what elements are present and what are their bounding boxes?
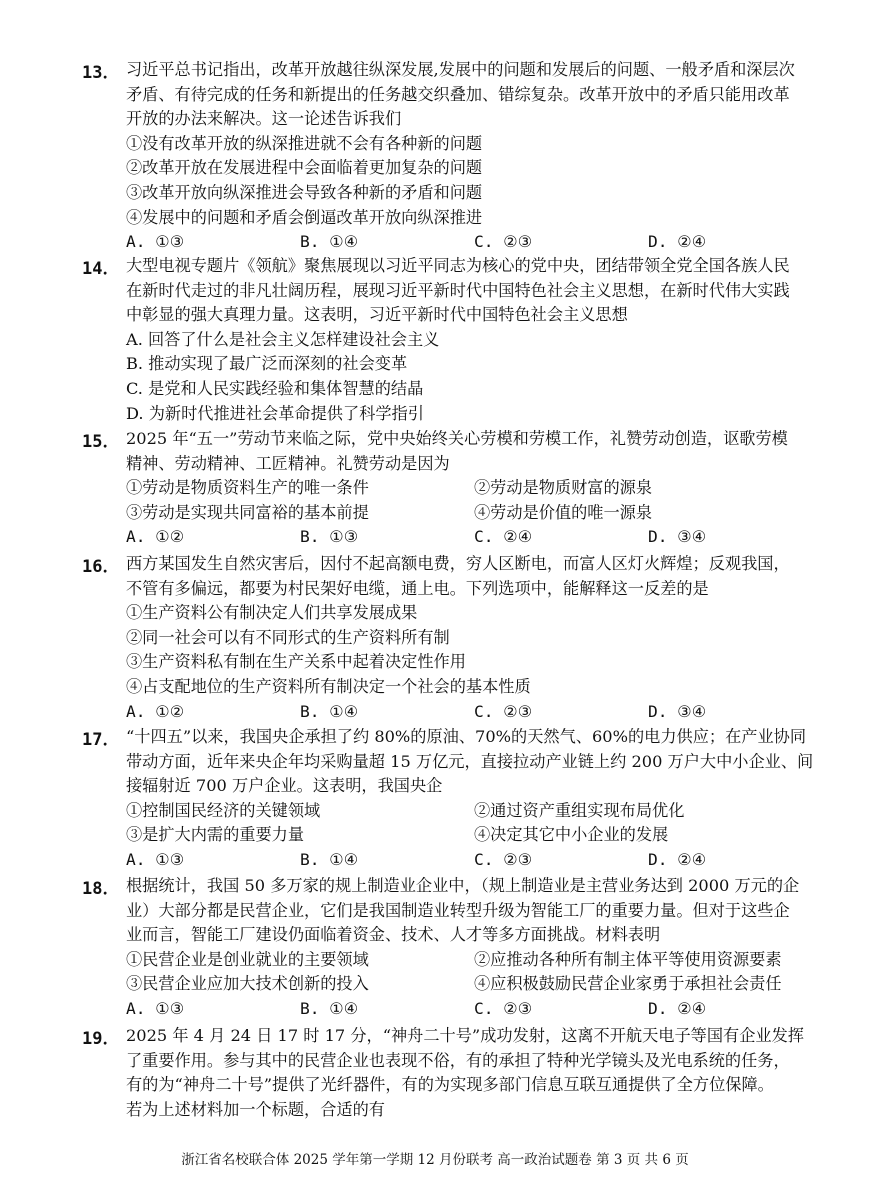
- statement-1: ①劳动是物质资料生产的唯一条件: [126, 478, 369, 498]
- question-14: [82, 254, 822, 426]
- question-13: [82, 58, 822, 255]
- question-number: 15．: [82, 432, 120, 452]
- option-c[interactable]: C. 是党和人民实践经验和集体智慧的结晶: [126, 378, 424, 398]
- option-b[interactable]: B. 推动实现了最广泛而深刻的社会变革: [126, 354, 408, 374]
- statement-1: ①没有改革开放的纵深推进就不会有各种新的问题: [126, 133, 483, 153]
- stem-line: 有的为“神舟二十号”提供了光纤器件，有的为实现多部门信息互联互通提供了全方位保障。: [126, 1075, 774, 1095]
- statement-2: ②同一社会可以有不同形式的生产资料所有制: [126, 627, 450, 647]
- statement-3: ③改革开放向纵深推进会导致各种新的矛盾和问题: [126, 182, 483, 202]
- statement-4: ④占支配地位的生产资料所有制决定一个社会的基本性质: [126, 676, 531, 696]
- option-b[interactable]: B. ①④: [300, 232, 359, 252]
- question-number: 18．: [82, 879, 120, 899]
- stem-line: 习近平总书记指出，改革开放越往纵深发展,发展中的问题和发展后的问题、一般矛盾和深层次: [126, 60, 795, 79]
- statement-1: ①民营企业是创业就业的主要领域: [126, 949, 369, 969]
- option-b[interactable]: B. ①④: [300, 849, 359, 869]
- statement-2: ②通过资产重组实现布局优化: [474, 800, 685, 820]
- option-b[interactable]: B. ①④: [300, 701, 359, 721]
- option-b[interactable]: B. ①④: [300, 998, 359, 1018]
- statement-2: ②劳动是物质财富的源泉: [474, 478, 653, 498]
- statement-4: ④发展中的问题和矛盾会倒逼改革开放向纵深推进: [126, 207, 483, 227]
- option-c[interactable]: C. ②③: [474, 849, 533, 869]
- option-a[interactable]: A. ①②: [126, 527, 185, 547]
- statement-2: ②应推动各种所有制主体平等使用资源要素: [474, 949, 782, 969]
- stem-line: 西方某国发生自然灾害后，因付不起高额电费，穷人区断电，而富人区灯火辉煌；反观我国，: [126, 554, 790, 573]
- statement-4: ④决定其它中小企业的发展: [474, 825, 669, 845]
- statement-3: ③民营企业应加大技术创新的投入: [126, 974, 369, 994]
- option-a[interactable]: A. ①③: [126, 232, 185, 252]
- statement-3: ③劳动是实现共同富裕的基本前提: [126, 502, 369, 522]
- option-a[interactable]: A. ①③: [126, 998, 185, 1018]
- option-d[interactable]: D. ③④: [648, 701, 707, 721]
- option-d[interactable]: D. 为新时代推进社会革命提供了科学指引: [126, 403, 424, 423]
- question-number: 16．: [82, 557, 120, 577]
- option-d[interactable]: D. ②④: [648, 849, 707, 869]
- page-footer: 浙江省名校联合体 2025 学年第一学期 12 月份联考 高一政治试题卷 第 3 页 共 6 页: [181, 1152, 689, 1168]
- stem-line: 了重要作用。参与其中的民营企业也表现不俗，有的承担了特种光学镜头及光电系统的任务，: [126, 1050, 790, 1070]
- statement-1: ①生产资料公有制决定人们共享发展成果: [126, 603, 418, 623]
- stem-line: 不管有多偏远，都要为村民架好电缆，通上电。下列选项中，能解释这一反差的是: [126, 578, 709, 598]
- option-c[interactable]: C. ②③: [474, 232, 533, 252]
- statement-1: ①控制国民经济的关键领域: [126, 800, 321, 820]
- statement-3: ③是扩大内需的重要力量: [126, 825, 305, 845]
- option-c[interactable]: C. ②④: [474, 527, 533, 547]
- question-number: 14．: [82, 259, 120, 279]
- statement-4: ④劳动是价值的唯一源泉: [474, 502, 653, 522]
- stem-line: 中彰显的强大真理力量。这表明，习近平新时代中国特色社会主义思想: [126, 305, 628, 325]
- stem-line: 大型电视专题片《领航》聚焦展现以习近平同志为核心的党中央，团结带领全党全国各族人民: [126, 256, 790, 275]
- question-19: [82, 1024, 822, 1122]
- question-18: [82, 874, 822, 1022]
- stem-line: 根据统计，我国 50 多万家的规上制造业企业中，（规上制造业是主营业务达到 2000 万元的企: [126, 876, 800, 895]
- question-number: 13．: [82, 63, 120, 83]
- stem-line: “十四五”以来，我国央企承担了约 80%的原油、70%的天然气、60%的电力供应；在产业协同: [126, 727, 807, 746]
- stem-line: 若为上述材料加一个标题，合适的有: [126, 1099, 385, 1119]
- option-a[interactable]: A. ①③: [126, 849, 185, 869]
- option-c[interactable]: C. ②③: [474, 701, 533, 721]
- option-b[interactable]: B. ①③: [300, 527, 359, 547]
- stem-line: 在新时代走过的非凡壮阔历程，展现习近平新时代中国特色社会主义思想，在新时代伟大实践: [126, 280, 790, 300]
- option-c[interactable]: C. ②③: [474, 998, 533, 1018]
- stem-line: 精神、劳动精神、工匠精神。礼赞劳动是因为: [126, 453, 450, 473]
- statement-2: ②改革开放在发展进程中会面临着更加复杂的问题: [126, 158, 483, 178]
- stem-line: 开放的办法来解决。这一论述告诉我们: [126, 109, 402, 129]
- option-a[interactable]: A. 回答了什么是社会主义怎样建设社会主义: [126, 329, 440, 349]
- option-d[interactable]: D. ②④: [648, 998, 707, 1018]
- statement-4: ④应积极鼓励民营企业家勇于承担社会责任: [474, 974, 782, 994]
- stem-line: 业）大部分都是民营企业，它们是我国制造业转型升级为智能工厂的重要力量。但对于这些企: [126, 900, 790, 920]
- stem-line: 矛盾、有待完成的任务和新提出的任务越交织叠加、错综复杂。改革开放中的矛盾只能用改革: [126, 84, 790, 104]
- statement-3: ③生产资料私有制在生产关系中起着决定性作用: [126, 652, 466, 672]
- stem-line: 带动方面，近年来央企年均采购量超 15 万亿元，直接拉动产业链上约 200 万户大中小企业、间: [126, 751, 814, 771]
- option-d[interactable]: D. ②④: [648, 232, 707, 252]
- question-15: [82, 427, 822, 550]
- question-number: 17．: [82, 730, 120, 750]
- question-number: 19．: [82, 1029, 120, 1049]
- stem-line: 业而言，智能工厂建设仍面临着资金、技术、人才等多方面挑战。材料表明: [126, 925, 661, 945]
- question-16: [82, 552, 822, 724]
- stem-line: 2025 年“五一”劳动节来临之际，党中央始终关心劳模和劳模工作，礼赞劳动创造，讴歌劳模: [126, 429, 788, 448]
- question-17: [82, 725, 822, 873]
- option-d[interactable]: D. ③④: [648, 527, 707, 547]
- stem-line: 接辐射近 700 万户企业。这表明，我国央企: [126, 776, 443, 796]
- option-a[interactable]: A. ①②: [126, 701, 185, 721]
- stem-line: 2025 年 4 月 24 日 17 时 17 分，“神舟二十号”成功发射，这离不开航天电子等国有企业发挥: [126, 1026, 804, 1045]
